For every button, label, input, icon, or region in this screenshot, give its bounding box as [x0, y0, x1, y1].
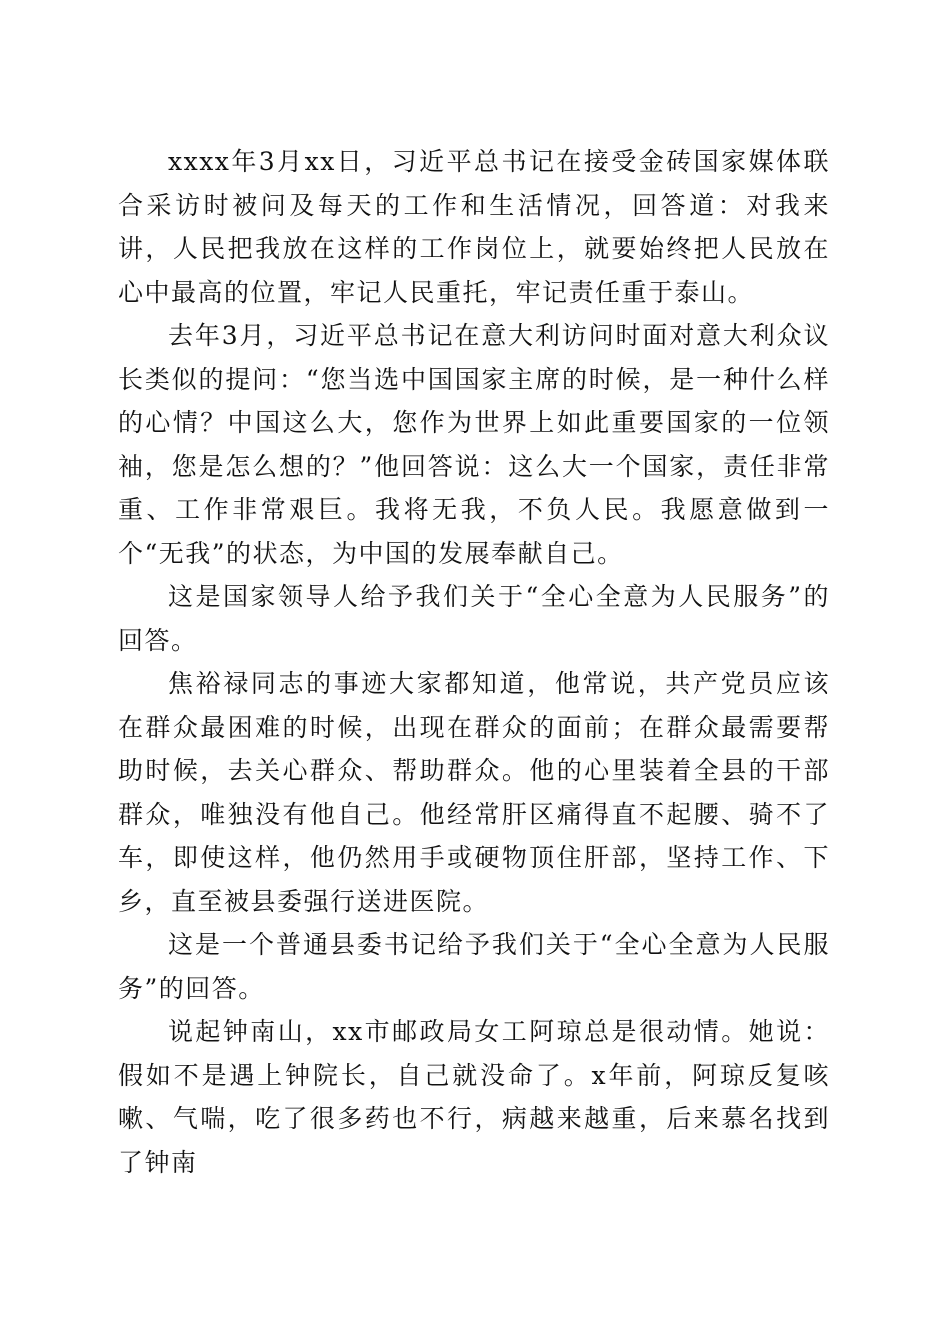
paragraph-italy-visit: 去年3月，习近平总书记在意大利访问时面对意大利众议长类似的提问：“您当选中国国家主席的时候，是一种什么样的心情？中国这么大，您作为世界上如此重要国家的一位领袖，您是怎么想的？”他回答说：这么大一个国家，责任非常重、工作非常艰巨。我将无我，不负人民。我愿意做到一个“无我”的状态，为中国的发展奉献自己。: [118, 321, 830, 568]
paragraph-leader-answer: 这是国家领导人给予我们关于“全心全意为人民服务”的回答。: [118, 582, 830, 655]
paragraph-county-secretary-answer: 这是一个普通县委书记给予我们关于“全心全意为人民服务”的回答。: [118, 930, 830, 1003]
paragraph-zhong-nanshan: 说起钟南山，xx市邮政局女工阿琼总是很动情。她说：假如不是遇上钟院长，自己就没命了。x年前，阿琼反复咳嗽、气喘，吃了很多药也不行，病越来越重，后来慕名找到了钟南: [118, 1017, 830, 1177]
paragraph-jiao-yulu: 焦裕禄同志的事迹大家都知道，他常说，共产党员应该在群众最困难的时候，出现在群众的面前；在群众最需要帮助时候，去关心群众、帮助群众。他的心里装着全县的干部群众，唯独没有他自己。他经常肝区痛得直不起腰、骑不了车，即使这样，他仍然用手或硬物顶住肝部，坚持工作、下乡，直至被县委强行送进医院。: [118, 669, 830, 916]
document-body: [118, 140, 830, 1184]
paragraph-brics-interview: xxxx年3月xx日，习近平总书记在接受金砖国家媒体联合采访时被问及每天的工作和生活情况，回答道：对我来讲，人民把我放在这样的工作岗位上，就要始终把人民放在心中最高的位置，牢记人民重托，牢记责任重于泰山。: [118, 147, 830, 307]
